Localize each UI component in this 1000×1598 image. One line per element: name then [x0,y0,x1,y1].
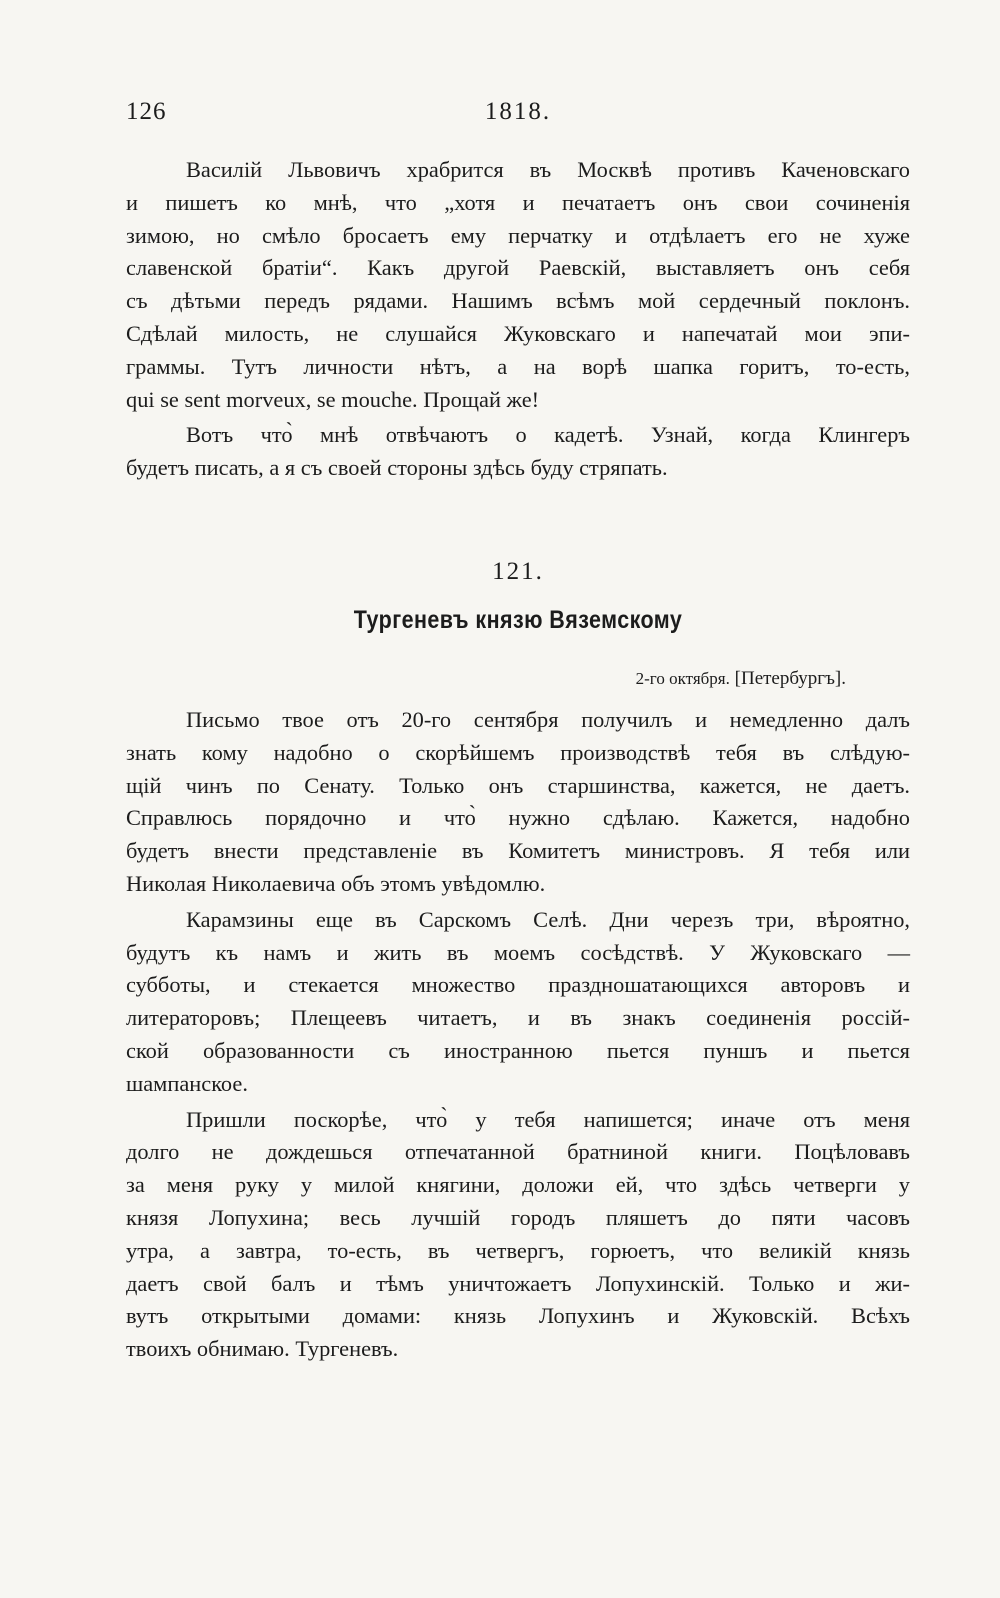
text-line: даетъ свой балъ и тѣмъ уничтожаетъ Лопухинскій. Только и жи- [126,1270,910,1296]
text-line: литераторовъ; Плещеевъ читаетъ, и въ знакъ соединенія россій- [126,1005,910,1031]
paragraph [126,1104,910,1366]
text-line: за меня руку у милой княгини, доложи ей, что здѣсь четверги у [126,1172,910,1198]
letter-dateline [126,668,846,690]
text-line: Вотъ что̀ мнѣ отвѣчаютъ о кадетѣ. Узнай, когда Клингеръ [186,422,910,448]
running-head [126,98,910,134]
page-number: 126 [126,98,167,125]
text-line: вутъ открытыми домами: князь Лопухинъ и Жуковскій. Всѣхъ [126,1303,910,1329]
text-line: ской образованности съ иностранною пьется пуншъ и пьется [126,1037,910,1063]
text-line: шампанское. [126,1070,248,1096]
paragraph [126,904,910,1101]
text-line: съ дѣтьми передъ рядами. Нашимъ всѣмъ мой сердечный поклонъ. [126,288,910,314]
text-line: Василій Львовичъ храбрится въ Москвѣ противъ Каченовскаго [186,157,910,182]
text-line: Пришли поскорѣе, что̀ у тебя напишется; иначе отъ меня [186,1106,910,1132]
continued-letter-text [126,154,910,488]
text-line: будетъ внести представленіе въ Комитетъ министровъ. Я тебя или [126,838,910,864]
text-line: утра, а завтра, то-есть, въ четвергъ, горюетъ, что великій князь [126,1237,910,1263]
text-line: твоихъ обнимаю. Тургеневъ. [126,1336,399,1362]
text-line: Справлюсь порядочно и что̀ нужно сдѣлаю. Кажется, надобно [126,805,910,831]
text-line: субботы, и стекается множество праздношатающихся авторовъ и [126,972,910,998]
letter-date: 2-го октября. [635,669,730,688]
text-line: qui se sent morveux, se mouche. Прощай же! [126,386,540,412]
paragraph [126,704,910,901]
text-line: Сдѣлай милость, не слушайся Жуковскаго и напечатай мои эпи- [126,320,910,346]
text-line: Письмо твое отъ 20-го сентября получилъ и немедленно далъ [186,707,910,732]
text-line: граммы. Тутъ личности нѣтъ, а на ворѣ шапка горитъ, то-есть, [126,353,910,379]
text-line: князя Лопухина; весь лучшій городъ пляшетъ до пяти часовъ [126,1204,910,1230]
text-line: Николая Николаевича объ этомъ увѣдомлю. [126,870,546,896]
paragraph [126,154,910,416]
running-head-year: 1818. [484,98,552,125]
letter-title: Тургеневъ князю Вяземскому [353,606,683,634]
letter-place: [Петербургъ]. [734,668,846,689]
paragraph [126,419,910,485]
text-line: зимою, но смѣло бросаетъ ему перчатку и отдѣлаетъ его не хуже [126,222,910,248]
text-line: знать кому надобно о скорѣйшемъ производствѣ тебя въ слѣдую- [126,739,910,765]
letter-number: 121. [492,558,544,585]
text-line: щій чинъ по Сенату. Только онъ старшинства, кажется, не даетъ. [126,772,910,798]
text-line: долго не дождешься отпечатанной братниной книги. Поцѣловавъ [126,1139,910,1165]
letter-body [126,704,910,1369]
text-line: славенской братіи“. Какъ другой Раевскій, выставляетъ онъ себя [126,255,910,281]
text-line: и пишетъ ко мнѣ, что „хотя и печатаетъ онъ свои сочиненія [126,189,910,215]
text-line: будетъ писать, а я съ своей стороны здѣсь буду стряпать. [126,455,668,481]
text-line: Карамзины еще въ Сарскомъ Селѣ. Дни черезъ три, вѣроятно, [186,906,910,932]
text-line: будутъ къ намъ и жить въ моемъ сосѣдствѣ. У Жуковскаго — [126,939,910,965]
